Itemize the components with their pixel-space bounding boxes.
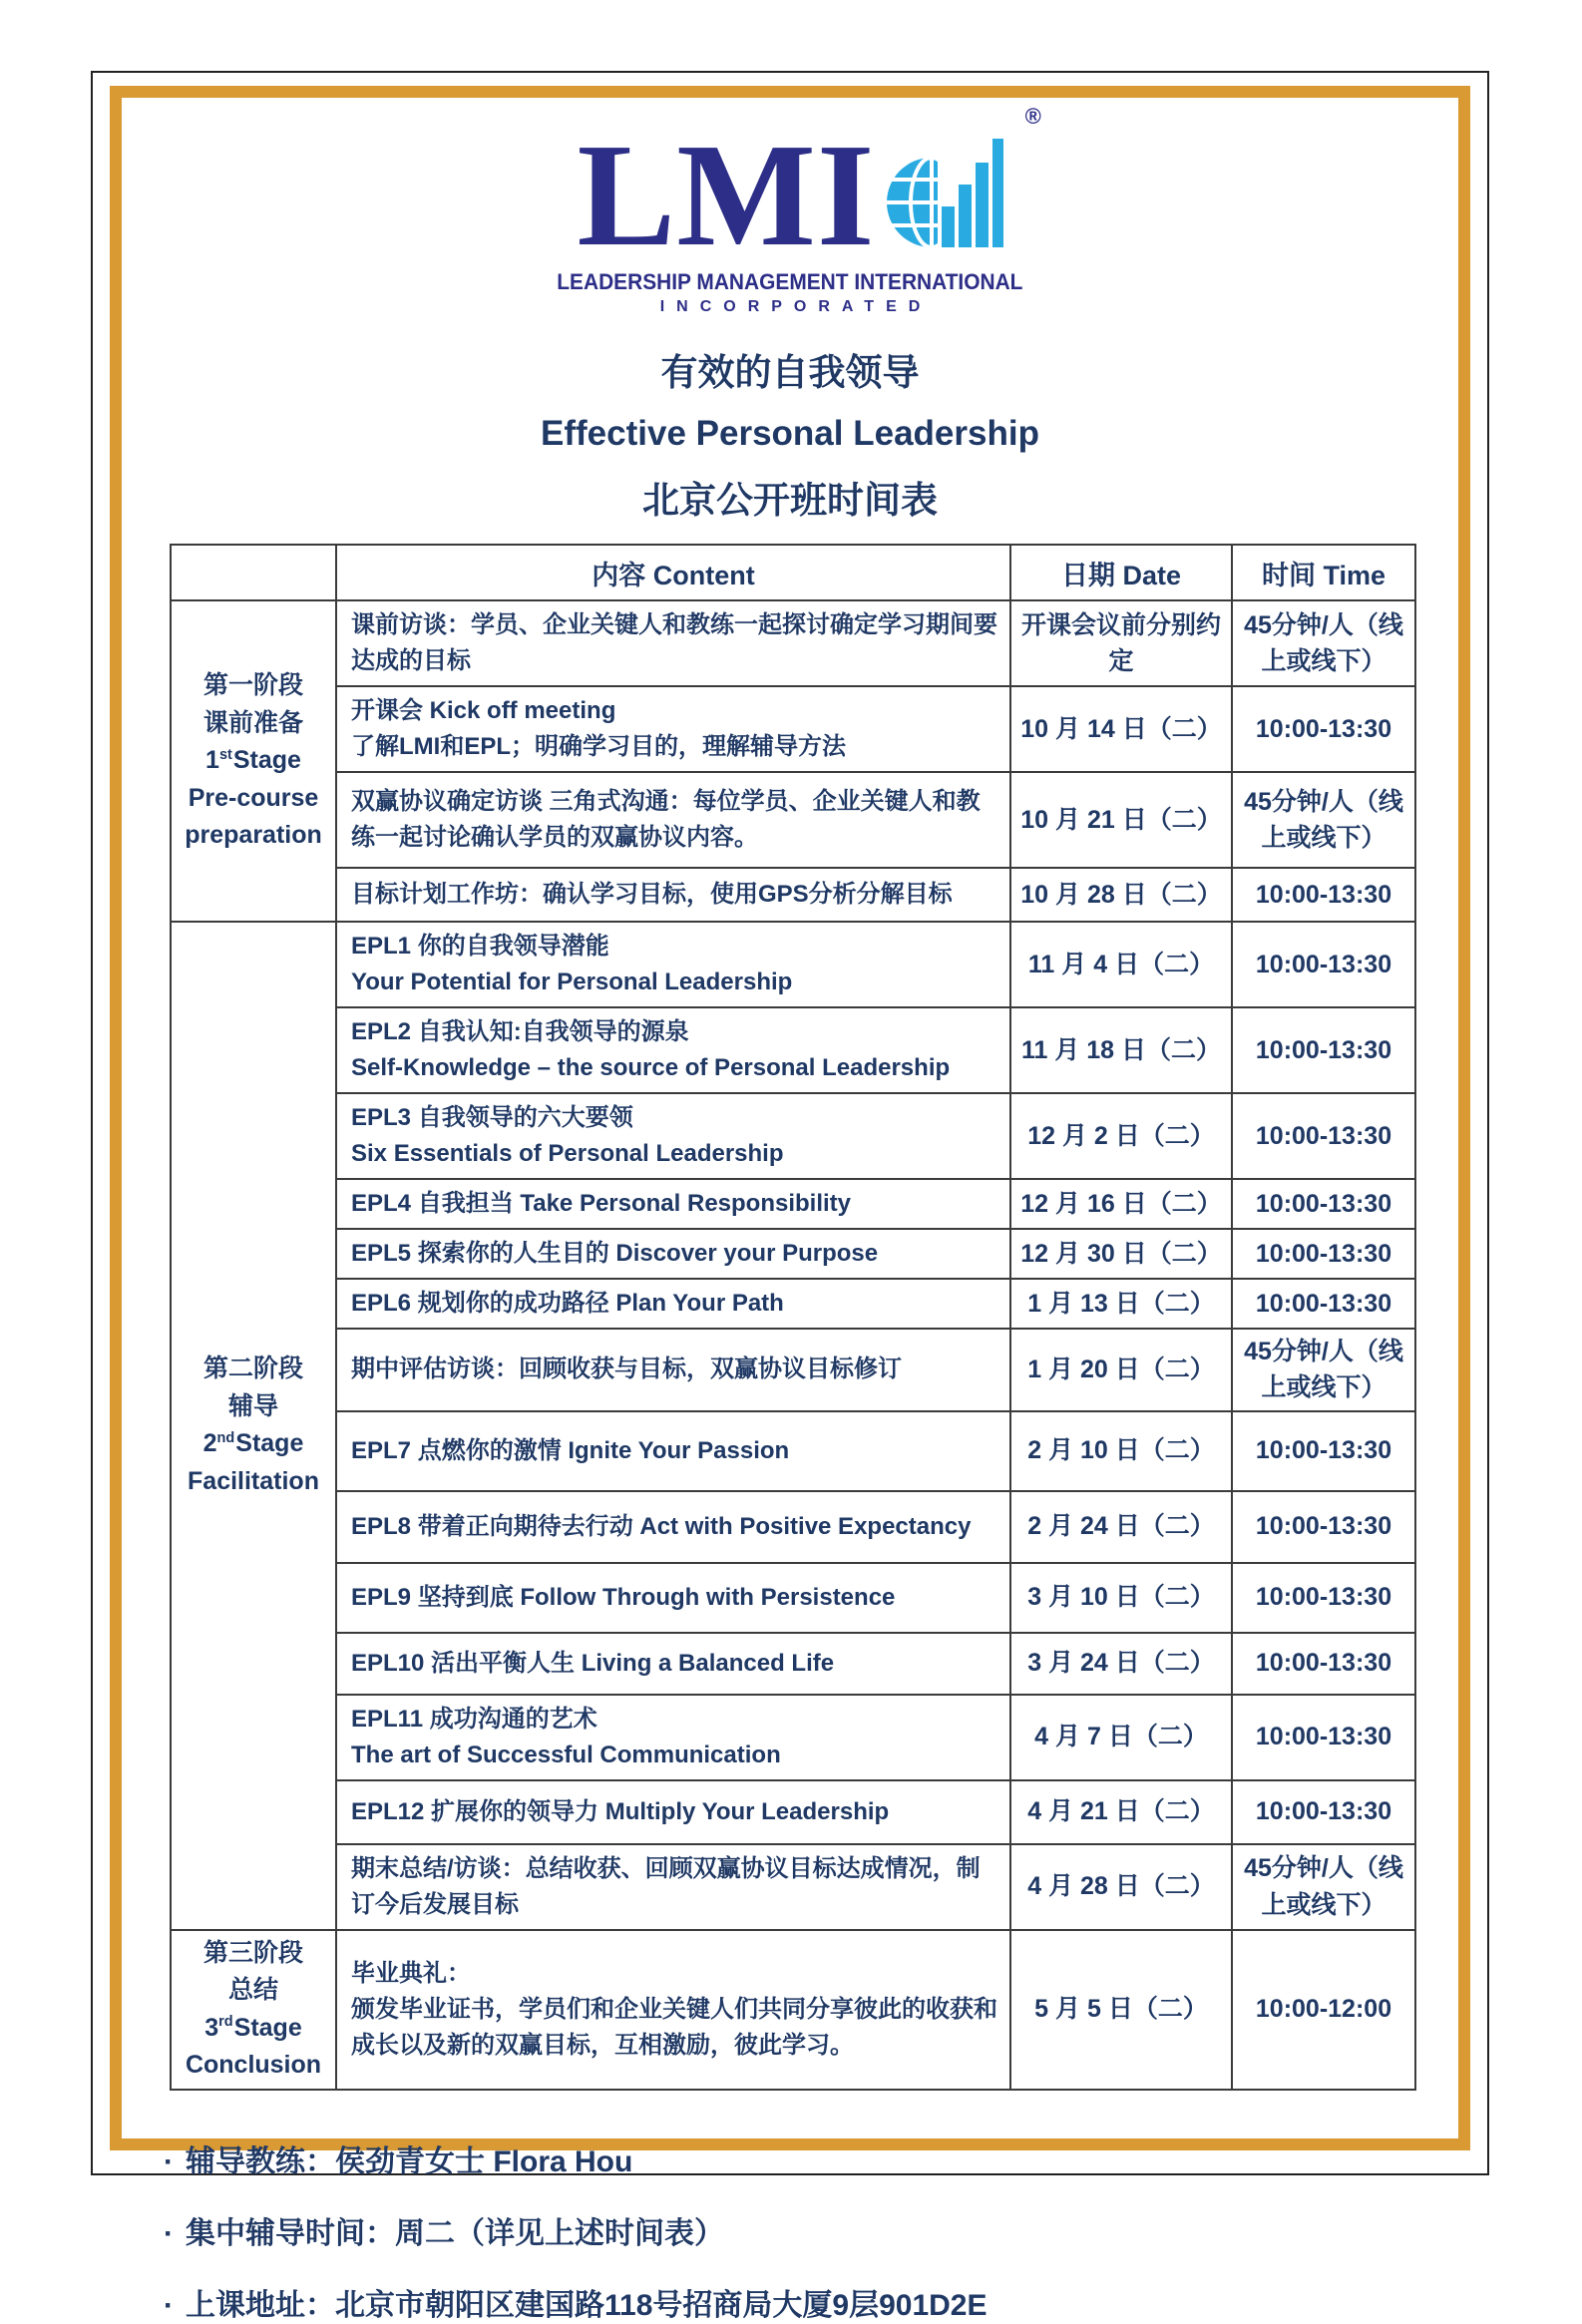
table-row: [171, 772, 1415, 868]
table-row: [171, 600, 1415, 686]
time-cell: 10:00-13:30: [1232, 1179, 1415, 1229]
table-row: [171, 1930, 1415, 2090]
bullet-icon: ·: [164, 2288, 174, 2322]
stage-label: 第三阶段: [202, 1938, 303, 1967]
schedule-table: [170, 544, 1416, 2091]
content-cell: EPL12 扩展你的领导力 Multiply Your Leadership: [336, 1780, 1010, 1844]
stage-label: 辅导: [227, 1391, 278, 1420]
date-cell: 12 月 30 日（二）: [1010, 1229, 1232, 1279]
content-cell: 期中评估访谈：回顾收获与目标，双赢协议目标修订: [336, 1329, 1010, 1411]
table-row: [171, 686, 1415, 772]
stage-label-en: Pre-course preparation: [185, 783, 322, 850]
content-cell: EPL9 坚持到底 Follow Through with Persistence: [336, 1563, 1010, 1633]
date-cell: 2 月 24 日（二）: [1010, 1491, 1232, 1563]
content-cell: EPL2 自我认知:自我领导的源泉 Self-Knowledge – the source of Personal Leadership: [336, 1007, 1010, 1093]
content-cell: EPL10 活出平衡人生 Living a Balanced Life: [336, 1633, 1010, 1695]
time-cell: 10:00-13:30: [1232, 1093, 1415, 1179]
date-cell: 1 月 20 日（二）: [1010, 1329, 1232, 1411]
time-cell: 45分钟/人（线上或线下）: [1232, 600, 1415, 686]
page-title-cn: 有效的自我领导: [660, 352, 920, 393]
stage-cell-1: [171, 600, 336, 922]
date-cell: 10 月 28 日（二）: [1010, 868, 1232, 922]
header-stage-blank: [171, 545, 336, 600]
content-cell: EPL3 自我领导的六大要领 Six Essentials of Personal Leadership: [336, 1093, 1010, 1179]
content-cell: 毕业典礼： 颁发毕业证书，学员们和企业关键人们共同分享彼此的收获和成长以及新的双赢目标，互相激励，彼此学习。: [336, 1930, 1010, 2090]
stage-label: 第一阶段: [202, 671, 303, 700]
time-cell: 10:00-13:30: [1232, 1633, 1415, 1695]
stage-label: 总结: [227, 1976, 278, 2004]
stage-cell-3: [171, 1930, 336, 2090]
content-cell: EPL1 你的自我领导潜能 Your Potential for Personal Leadership: [336, 922, 1010, 1007]
time-cell: 10:00-13:30: [1232, 1695, 1415, 1780]
footer-notes: [164, 2136, 1410, 2324]
page-outer-border: [91, 71, 1489, 2322]
content-cell: 双赢协议确定访谈 三角式沟通：每位学员、企业关键人和教练一起讨论确认学员的双赢协议内容。: [336, 772, 1010, 868]
time-cell: 10:00-13:30: [1232, 1279, 1415, 1329]
bullet-icon: ·: [164, 2216, 174, 2250]
date-cell: 4 月 7 日（二）: [1010, 1695, 1232, 1780]
note-address: [164, 2280, 1410, 2324]
stage-ordinal: 1stStage: [205, 746, 301, 775]
date-cell: 4 月 28 日（二）: [1010, 1844, 1232, 1930]
date-cell: 11 月 18 日（二）: [1010, 1007, 1232, 1093]
title-block: [170, 342, 1410, 524]
time-cell: 45分钟/人（线上或线下）: [1232, 772, 1415, 868]
stage-label: 课前准备: [202, 708, 303, 737]
header-time: 时间 Time: [1232, 545, 1415, 600]
note-text: 辅导教练：侯劲青女士 Flora Hou: [186, 2144, 633, 2178]
registered-trademark-icon: ®: [1024, 104, 1041, 129]
table-row: [171, 1491, 1415, 1563]
stage-label: 第二阶段: [202, 1355, 303, 1383]
date-cell: 3 月 10 日（二）: [1010, 1563, 1232, 1633]
content-cell: 目标计划工作坊：确认学习目标，使用GPS分析分解目标: [336, 868, 1010, 922]
table-row: [171, 1279, 1415, 1329]
time-cell: 10:00-13:30: [1232, 1229, 1415, 1279]
table-row: [171, 1179, 1415, 1229]
time-cell: 10:00-12:00: [1232, 1930, 1415, 2090]
date-cell: 5 月 5 日（二）: [1010, 1930, 1232, 2090]
content-cell: EPL8 带着正向期待去行动 Act with Positive Expectancy: [336, 1491, 1010, 1563]
time-cell: 10:00-13:30: [1232, 1563, 1415, 1633]
time-cell: 10:00-13:30: [1232, 1007, 1415, 1093]
time-cell: 10:00-13:30: [1232, 922, 1415, 1007]
date-cell: 12 月 2 日（二）: [1010, 1093, 1232, 1179]
table-row: [171, 1563, 1415, 1633]
date-cell: 4 月 21 日（二）: [1010, 1780, 1232, 1844]
content-cell: EPL4 自我担当 Take Personal Responsibility: [336, 1179, 1010, 1229]
content-cell: EPL7 点燃你的激情 Ignite Your Passion: [336, 1411, 1010, 1491]
date-cell: 1 月 13 日（二）: [1010, 1279, 1232, 1329]
header-content: 内容 Content: [336, 545, 1010, 600]
bullet-icon: ·: [164, 2144, 174, 2178]
stage-ordinal: 3rdStage: [204, 2013, 302, 2042]
page-subtitle: 北京公开班时间表: [642, 480, 938, 521]
table-row: [171, 1695, 1415, 1780]
table-row: [171, 922, 1415, 1007]
note-text: 集中辅导时间：周二（详见上述时间表）: [186, 2216, 724, 2250]
table-row: [171, 1007, 1415, 1093]
content-cell: EPL11 成功沟通的艺术 The art of Successful Communication: [336, 1695, 1010, 1780]
content-cell: 期末总结/访谈：总结收获、回顾双赢协议目标达成情况，制订今后发展目标: [336, 1844, 1010, 1930]
note-text: 上课地址：北京市朝阳区建国路118号招商局大厦9层901D2E: [186, 2288, 988, 2322]
gold-border-frame: [110, 86, 1470, 2322]
date-cell: 12 月 16 日（二）: [1010, 1179, 1232, 1229]
logo-line-international: LEADERSHIP MANAGEMENT INTERNATIONAL: [557, 269, 1023, 294]
time-cell: 45分钟/人（线上或线下）: [1232, 1844, 1415, 1930]
table-header-row: [171, 545, 1415, 600]
date-cell: 3 月 24 日（二）: [1010, 1633, 1232, 1695]
table-row: [171, 1411, 1415, 1491]
stage-ordinal: 2ndStage: [202, 1429, 304, 1458]
logo-line-incorporated: INCORPORATED: [659, 298, 933, 315]
lmi-globe-bars-icon: [886, 129, 1003, 265]
stage-label-en: Conclusion: [185, 2051, 322, 2079]
time-cell: 10:00-13:30: [1232, 1491, 1415, 1563]
header-date: 日期 Date: [1010, 545, 1232, 600]
date-cell: 2 月 10 日（二）: [1010, 1411, 1232, 1491]
time-cell: 10:00-13:30: [1232, 1780, 1415, 1844]
date-cell: 10 月 14 日（二）: [1010, 686, 1232, 772]
table-row: [171, 868, 1415, 922]
page-title-en: Effective Personal Leadership: [541, 414, 1039, 453]
time-cell: 10:00-13:30: [1232, 1411, 1415, 1491]
lmi-logo: [545, 104, 1041, 316]
table-row: [171, 1229, 1415, 1279]
content-cell: EPL6 规划你的成功路径 Plan Your Path: [336, 1279, 1010, 1329]
table-row: [171, 1329, 1415, 1411]
stage-label-en: Facilitation: [188, 1466, 319, 1495]
content-cell: EPL5 探索你的人生目的 Discover your Purpose: [336, 1229, 1010, 1279]
time-cell: 45分钟/人（线上或线下）: [1232, 1329, 1415, 1411]
date-cell: 11 月 4 日（二）: [1010, 922, 1232, 1007]
note-coach: [164, 2136, 1410, 2180]
date-cell: 10 月 21 日（二）: [1010, 772, 1232, 868]
table-row: [171, 1093, 1415, 1179]
table-row: [171, 1633, 1415, 1695]
date-cell: 开课会议前分别约定: [1010, 600, 1232, 686]
table-row: [171, 1844, 1415, 1930]
note-schedule-time: [164, 2208, 1410, 2252]
lmi-logo-top: [545, 104, 1041, 278]
time-cell: 10:00-13:30: [1232, 868, 1415, 922]
stage-cell-2: [171, 922, 336, 1930]
time-cell: 10:00-13:30: [1232, 686, 1415, 772]
table-row: [171, 1780, 1415, 1844]
content-cell: 开课会 Kick off meeting 了解LMI和EPL；明确学习目的，理解辅导方法: [336, 686, 1010, 772]
content-cell: 课前访谈：学员、企业关键人和教练一起探讨确定学习期间要达成的目标: [336, 600, 1010, 686]
lmi-wordmark: LMI: [577, 114, 876, 278]
